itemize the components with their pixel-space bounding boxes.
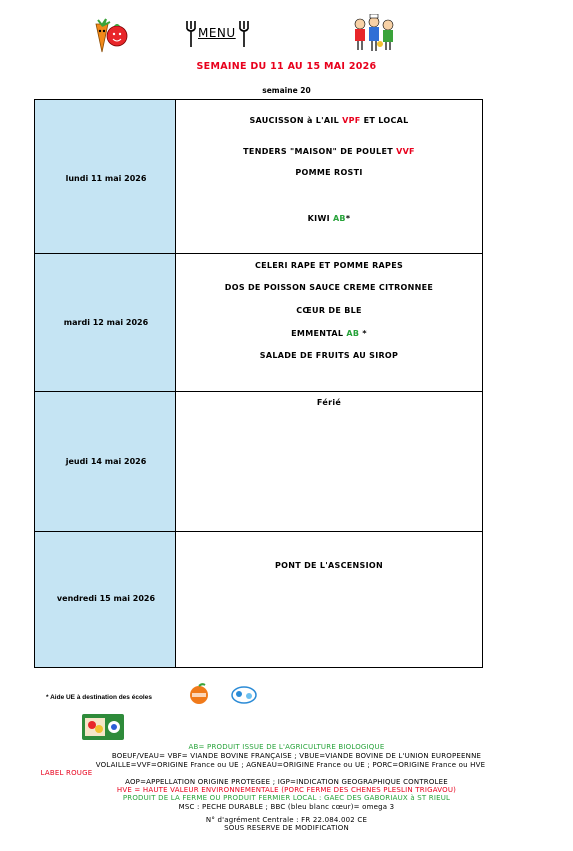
menu-title: MENU: [198, 26, 236, 40]
week-number: semaine 20: [262, 86, 311, 95]
week-title: SEMAINE DU 11 AU 15 MAI 2026: [196, 61, 377, 72]
day-label: jeudi 14 mai 2026: [65, 457, 147, 466]
legend-line: SOUS RESERVE DE MODIFICATION: [224, 824, 349, 832]
children-chefs-logo: [350, 14, 398, 54]
dish-line: DOS DE POISSON SAUCE CREME CITRONNEE: [224, 283, 434, 292]
day-cell: [34, 532, 176, 667]
fruit-logo: [186, 683, 212, 705]
eu-school-scheme-logo: [82, 714, 124, 740]
dish-line: Férié: [316, 398, 342, 407]
day-label: mardi 12 mai 2026: [63, 318, 149, 327]
meal-cell: [176, 392, 483, 531]
table-row: [34, 253, 483, 391]
table-row: [34, 531, 483, 668]
meal-cell: [176, 532, 483, 667]
dish-line: POMME ROSTI: [295, 168, 363, 177]
day-cell: [34, 100, 176, 253]
menu-table: [34, 99, 483, 668]
legend-line: BOEUF/VEAU= VBF= VIANDE BOVINE FRANÇAISE ; VBUE=VIANDE BOVINE DE L'UNION EUROPEENNE: [111, 752, 482, 760]
milk-logo: [230, 685, 258, 705]
legend-line: HVE = HAUTE VALEUR ENVIRONNEMENTALE (PORC FERME DES CHENES PLESLIN TRIGAVOU): [116, 786, 457, 794]
day-cell: [34, 392, 176, 531]
eu-aid-note: * Aide UE à destination des écoles: [46, 694, 152, 701]
day-label: vendredi 15 mai 2026: [56, 594, 156, 603]
dish-line: CELERI RAPE ET POMME RAPES: [254, 261, 404, 270]
legend-line: AB= PRODUIT ISSUE DE L'AGRICULTURE BIOLOGIQUE: [188, 743, 385, 751]
knife-icon: [237, 20, 251, 48]
legend-line: N° d'agrément Centrale : FR 22.084.002 CE: [205, 816, 368, 824]
table-row: [34, 99, 483, 253]
dish-line: PONT DE L'ASCENSION: [275, 561, 383, 570]
dish-line: EMMENTAL AB *: [291, 329, 367, 338]
dish-line: SAUCISSON à L'AIL VPF ET LOCAL: [249, 116, 409, 125]
legend-line: VOLAILLE=VVF=ORIGINE France ou UE ; AGNEAU=ORIGINE France ou UE ; PORC=ORIGINE France ou HVE: [95, 761, 486, 769]
table-row: [34, 391, 483, 531]
meal-cell: [176, 100, 483, 253]
day-cell: [34, 254, 176, 391]
legend-line: AOP=APPELLATION ORIGINE PROTEGEE ; IGP=INDICATION GEOGRAPHIQUE CONTROLEE: [125, 778, 448, 786]
day-label: lundi 11 mai 2026: [65, 174, 147, 183]
dish-line: CŒUR DE BLE: [296, 306, 362, 315]
dish-line: KIWI AB*: [307, 214, 351, 223]
vegetables-logo: [86, 16, 130, 54]
legend-line: PRODUIT DE LA FERME OU PRODUIT FERMIER LOCAL : GAEC DES GABORIAUX à ST RIEUL: [122, 794, 451, 802]
dish-line: SALADE DE FRUITS AU SIROP: [259, 351, 399, 360]
legend-line: LABEL ROUGE: [40, 769, 93, 777]
fork-icon: [184, 20, 198, 48]
meal-cell: [176, 254, 483, 391]
dish-line: TENDERS "MAISON" DE POULET VVF: [243, 147, 415, 156]
legend-line: MSC : PECHE DURABLE ; BBC (bleu blanc cœur)= omega 3: [178, 803, 395, 811]
